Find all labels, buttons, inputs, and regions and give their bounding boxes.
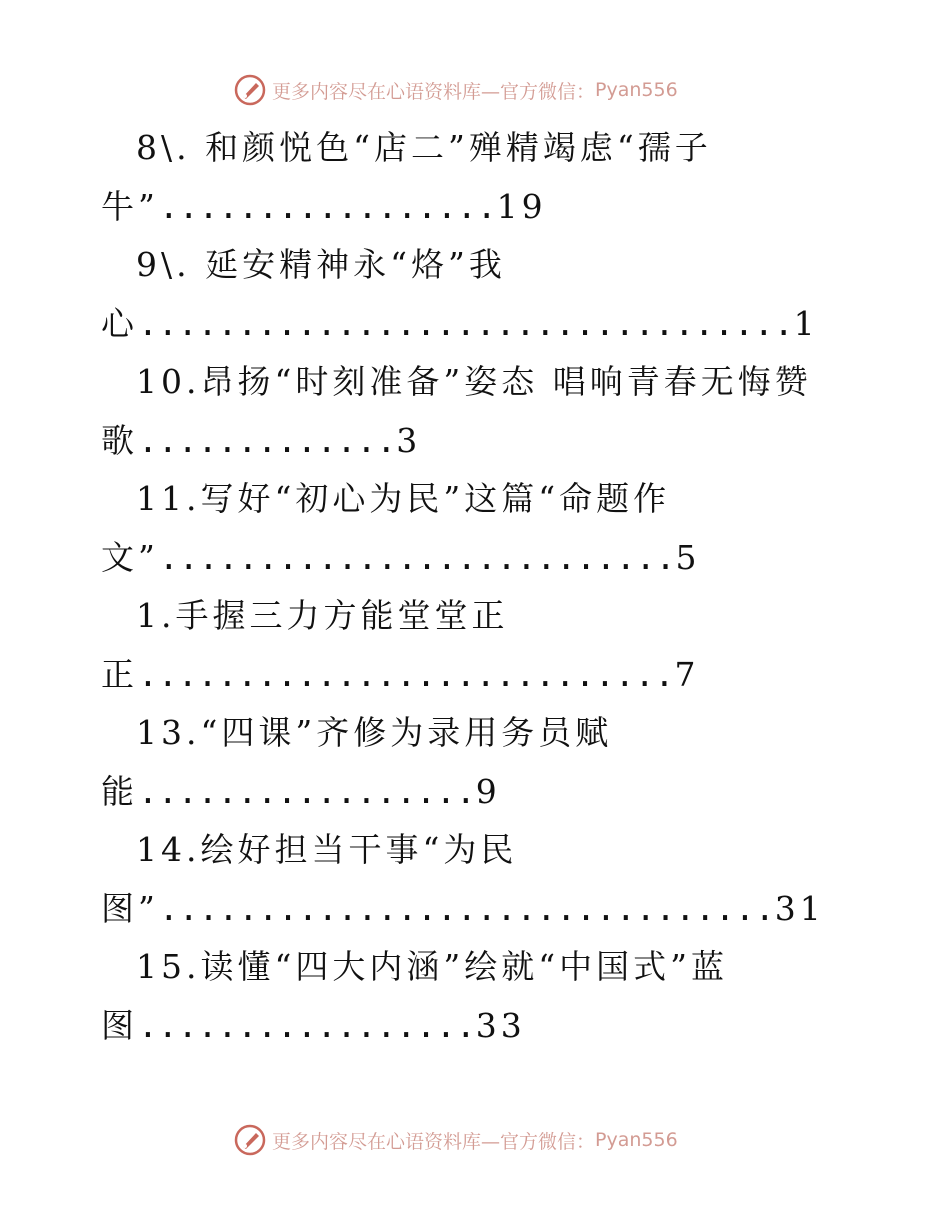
watermark-text: 更多内容尽在心语资料库—官方微信：	[272, 1130, 596, 1153]
watermark-text: 更多内容尽在心语资料库—官方微信：	[272, 80, 596, 103]
toc-page-number: 5	[675, 538, 701, 577]
toc-entry-title-end: 文”	[101, 538, 159, 577]
toc-entry-continuation	[101, 655, 700, 694]
toc-entry-title: 15.读懂“四大内涵”绘就“中国式”蓝	[136, 947, 728, 986]
toc-entry-title-end: 牛”	[101, 187, 159, 226]
toc-page-number: 7	[674, 655, 700, 694]
watermark-header	[234, 70, 734, 110]
toc-entry-title: 13.“四课”齐修为录用务员赋	[136, 713, 613, 752]
toc-page-number: 1	[793, 304, 819, 343]
toc-leader-dots: ...............................	[158, 889, 775, 928]
watermark-wechat-id: Pyan556	[595, 79, 678, 101]
toc-page-number: 33	[475, 1006, 526, 1045]
toc-page-number: 9	[475, 772, 501, 811]
toc-entry-title-end: 图	[101, 1006, 138, 1045]
toc-entry-title-end: 图”	[101, 889, 159, 928]
toc-leader-dots: ..........................	[158, 538, 676, 577]
pen-logo-icon	[234, 74, 266, 106]
toc-entry-continuation	[101, 187, 547, 226]
toc-page-number: 19	[496, 187, 547, 226]
toc-entry-title-end: 心	[101, 304, 138, 343]
toc-entry-continuation	[101, 772, 501, 811]
toc-entry-continuation	[101, 538, 701, 577]
toc-entry-title: 9\. 延安精神永“烙”我	[136, 245, 506, 284]
toc-leader-dots: .................................	[138, 304, 794, 343]
toc-entry-continuation	[101, 889, 825, 928]
toc-page-number: 31	[774, 889, 825, 928]
watermark-footer	[234, 1120, 734, 1160]
toc-entry-title: 11.写好“初心为民”这篇“命题作	[136, 479, 671, 518]
toc-leader-dots: .................	[158, 187, 497, 226]
toc-entry-title-end: 正	[101, 655, 138, 694]
toc-leader-dots: ...........................	[138, 655, 675, 694]
toc-entry-title-end: 能	[101, 772, 138, 811]
toc-leader-dots: .............	[138, 421, 397, 460]
toc-entry-title: 10.昂扬“时刻准备”姿态 唱响青春无悔赞	[136, 362, 812, 401]
toc-leader-dots: .................	[138, 772, 476, 811]
toc-entry-title: 8\. 和颜悦色“店二”殚精竭虑“孺子	[136, 128, 712, 167]
watermark-wechat-id: Pyan556	[595, 1129, 678, 1151]
toc-entry-title-end: 歌	[101, 421, 138, 460]
toc-entry-title: 1.手握三力方能堂堂正	[136, 596, 509, 635]
pen-logo-icon	[234, 1124, 266, 1156]
toc-entry-continuation	[101, 304, 819, 343]
toc-page-number: 3	[396, 421, 422, 460]
toc-leader-dots: .................	[138, 1006, 476, 1045]
toc-entry-continuation	[101, 1006, 526, 1045]
toc-entry-continuation	[101, 421, 422, 460]
toc-entry-title: 14.绘好担当干事“为民	[136, 830, 518, 869]
